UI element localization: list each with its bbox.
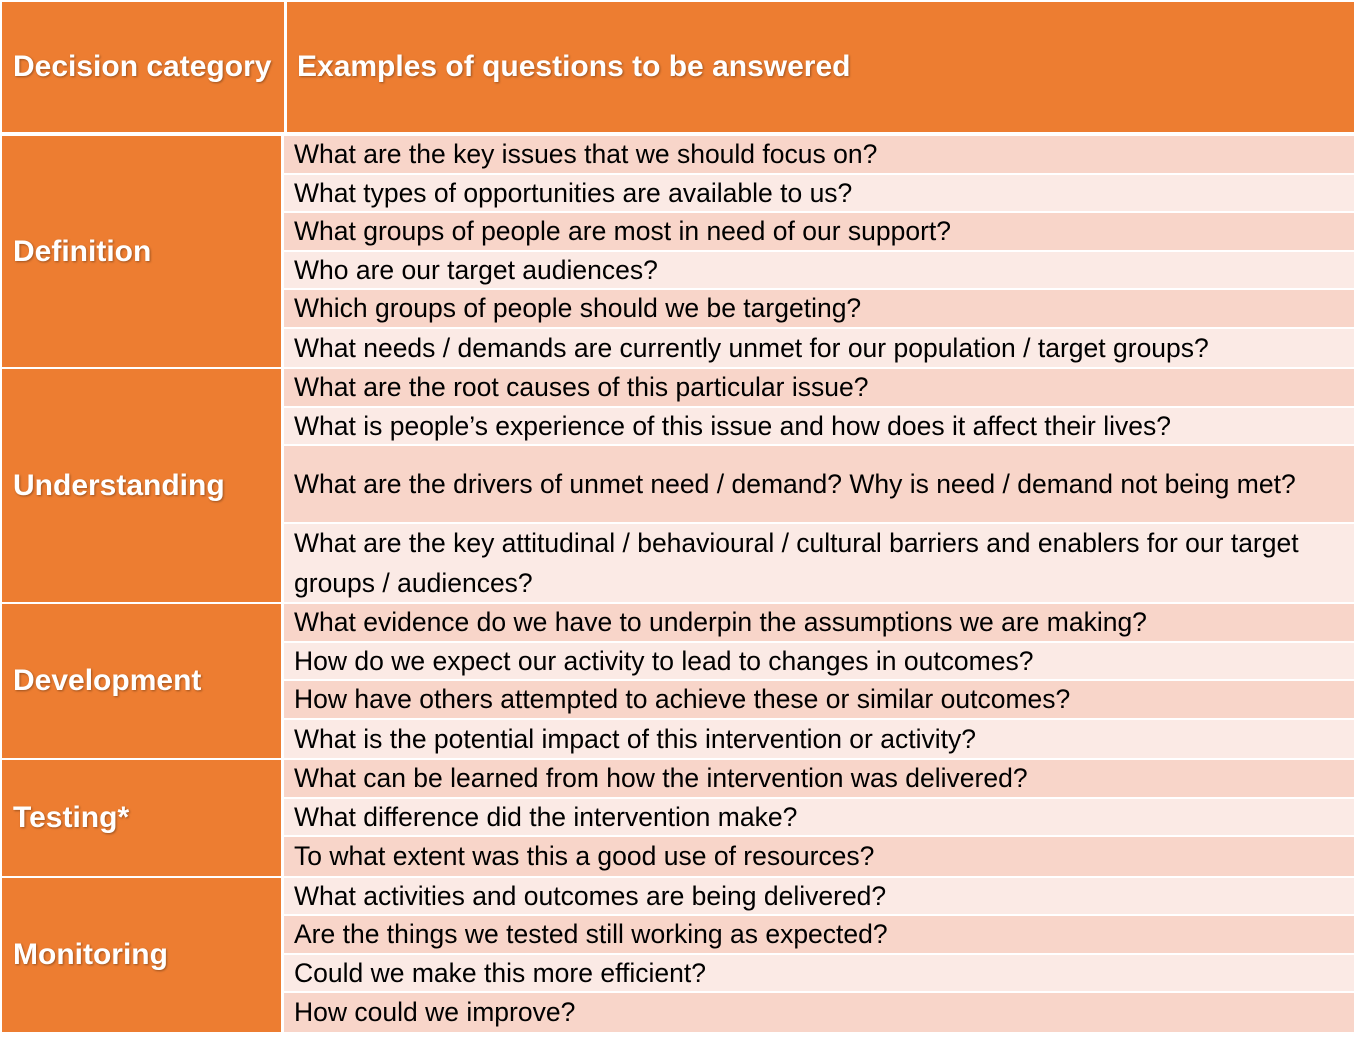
question-row: What are the key issues that we should focus on? <box>284 136 1354 175</box>
question-row: What difference did the intervention make? <box>284 799 1354 838</box>
header-cell-category <box>2 2 287 132</box>
question-row: How do we expect our activity to lead to changes in outcomes? <box>284 643 1354 682</box>
group-definition <box>2 136 1354 369</box>
question-list <box>284 760 1354 876</box>
question-row: What are the root causes of this particular issue? <box>284 369 1354 408</box>
group-development <box>2 604 1354 760</box>
question-row: To what extent was this a good use of resources? <box>284 837 1354 876</box>
category-label: Testing* <box>13 800 130 834</box>
question-row: What are the key attitudinal / behavioural / cultural barriers and enablers for our target groups / audiences? <box>284 524 1354 602</box>
question-row: Who are our target audiences? <box>284 252 1354 291</box>
category-label: Understanding <box>13 468 225 502</box>
question-list <box>284 604 1354 758</box>
group-monitoring <box>2 878 1354 1032</box>
question-row: What is the potential impact of this intervention or activity? <box>284 720 1354 759</box>
question-row: What types of opportunities are available to us? <box>284 175 1354 214</box>
question-row: What are the drivers of unmet need / demand? Why is need / demand not being met? <box>284 446 1354 524</box>
category-cell <box>2 369 284 602</box>
group-understanding <box>2 369 1354 604</box>
question-row: What can be learned from how the intervention was delivered? <box>284 760 1354 799</box>
question-row: How could we improve? <box>284 993 1354 1032</box>
header-questions-label: Examples of questions to be answered <box>297 50 851 83</box>
question-list <box>284 878 1354 1032</box>
category-cell <box>2 604 284 758</box>
question-row: Are the things we tested still working as expected? <box>284 916 1354 955</box>
category-cell <box>2 136 284 367</box>
question-row: Could we make this more efficient? <box>284 955 1354 994</box>
category-label: Monitoring <box>13 937 168 971</box>
category-label: Definition <box>13 234 152 268</box>
category-cell <box>2 760 284 876</box>
header-cell-questions <box>287 2 1354 132</box>
category-label: Development <box>13 664 202 697</box>
category-cell <box>2 878 284 1032</box>
question-list <box>284 369 1354 602</box>
question-row: What groups of people are most in need of our support? <box>284 213 1354 252</box>
question-row: What evidence do we have to underpin the assumptions we are making? <box>284 604 1354 643</box>
question-row: What is people’s experience of this issue and how does it affect their lives? <box>284 408 1354 447</box>
group-testing <box>2 760 1354 878</box>
question-row: What activities and outcomes are being delivered? <box>284 878 1354 917</box>
decision-questions-table <box>2 2 1354 1032</box>
question-list <box>284 136 1354 367</box>
question-row: What needs / demands are currently unmet for our population / target groups? <box>284 329 1354 368</box>
question-row: How have others attempted to achieve these or similar outcomes? <box>284 681 1354 720</box>
header-category-label: Decision category <box>13 50 272 83</box>
table-header-row <box>2 2 1354 136</box>
question-row: Which groups of people should we be targeting? <box>284 290 1354 329</box>
